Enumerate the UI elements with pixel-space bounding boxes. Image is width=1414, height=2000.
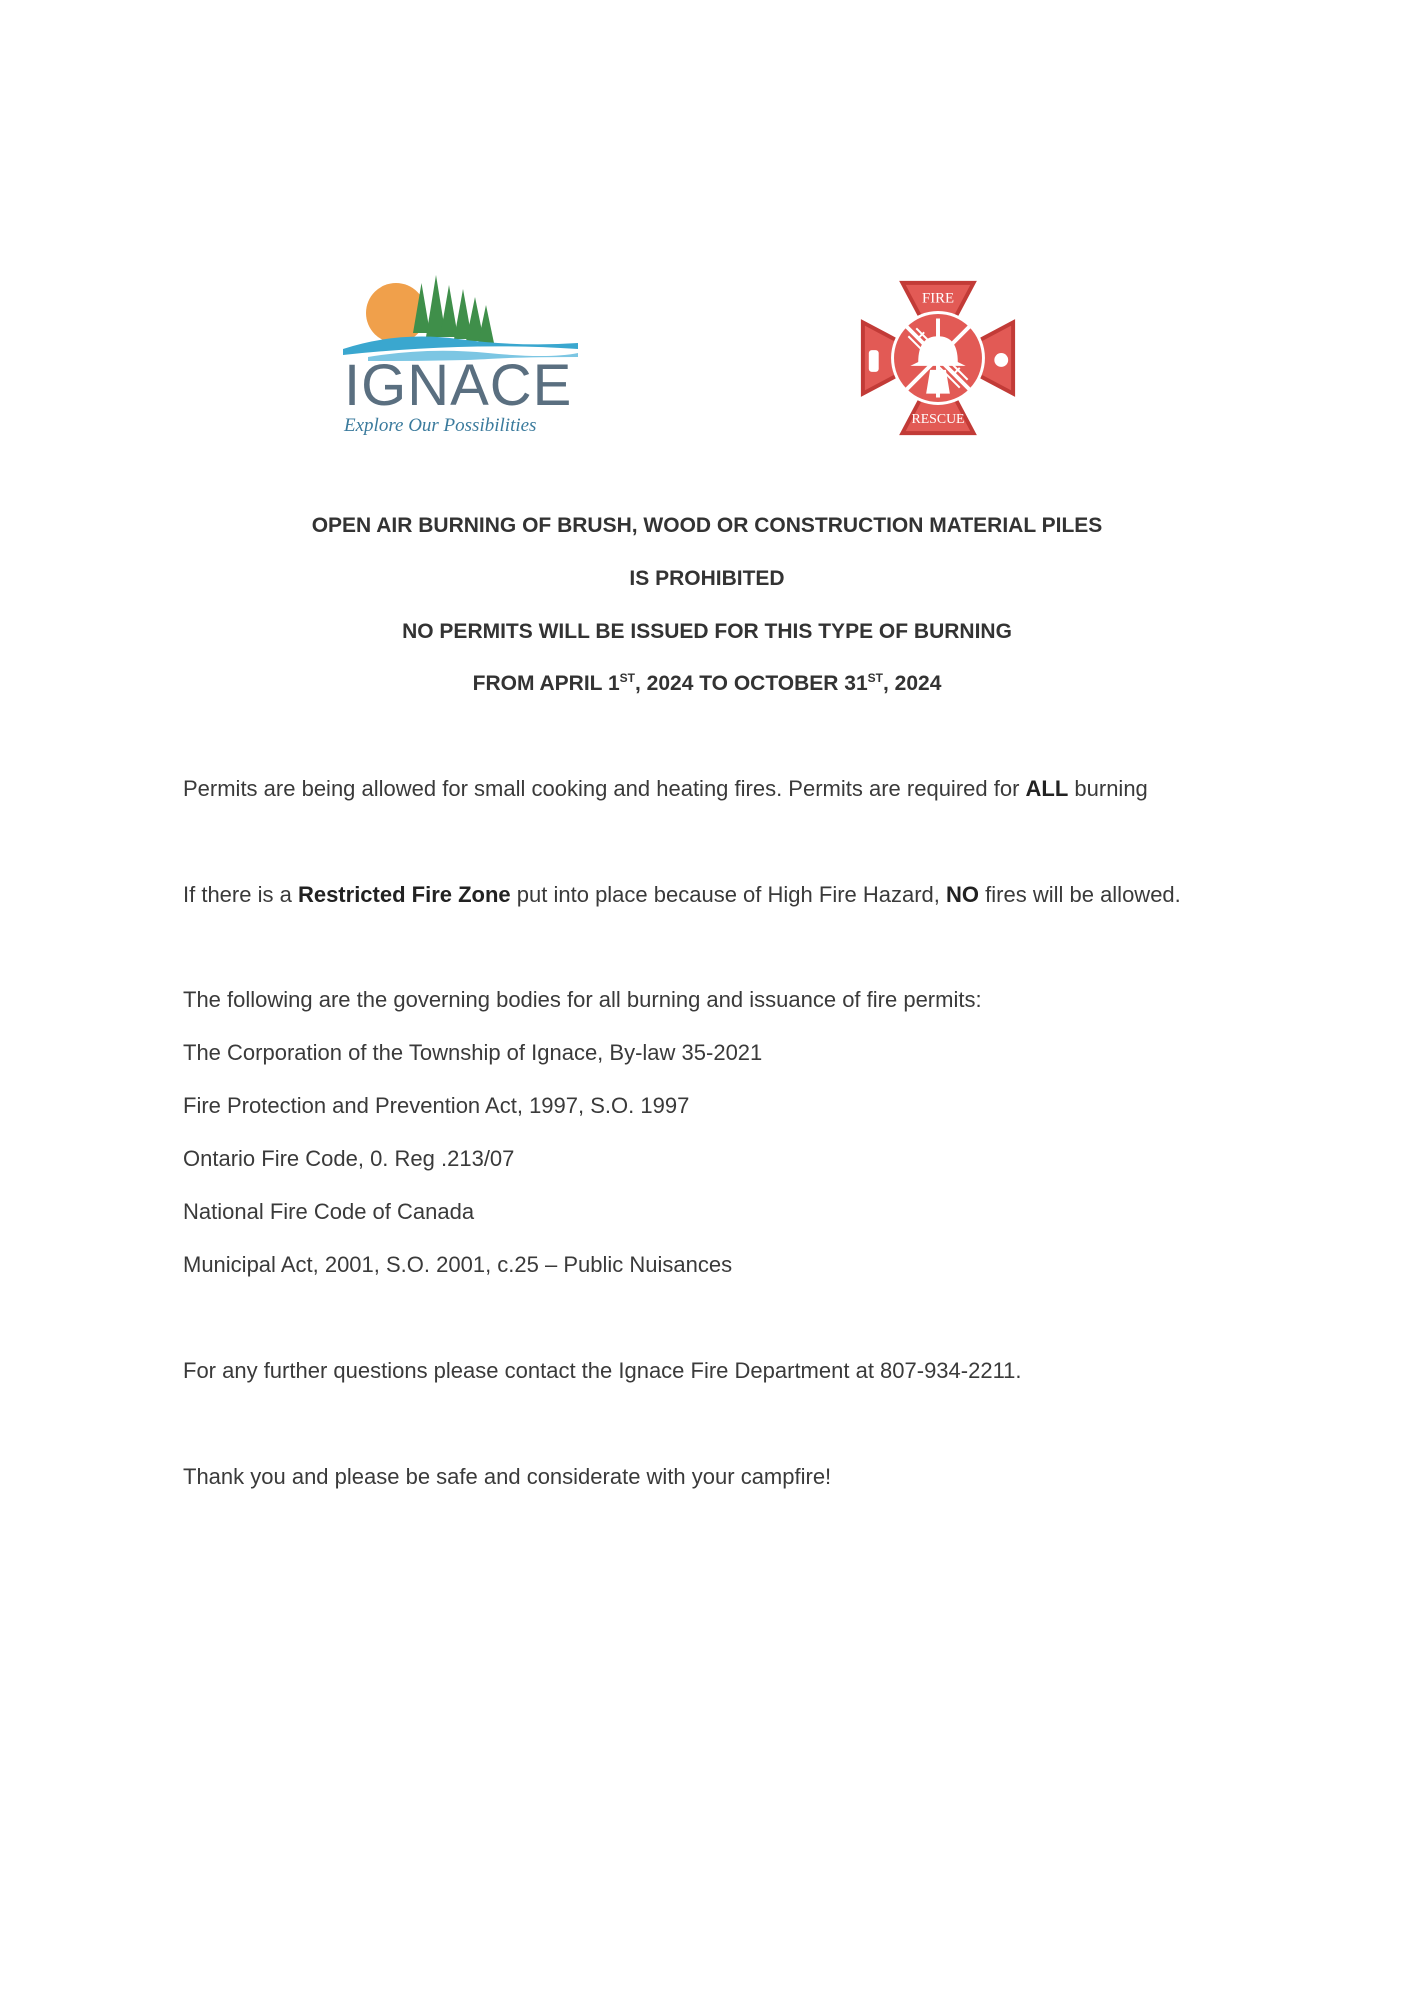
badge-dot-icon bbox=[994, 353, 1008, 367]
governing-body-item: National Fire Code of Canada bbox=[183, 1199, 475, 1224]
notice-heading-line-2: IS PROHIBITED bbox=[629, 567, 785, 590]
notice-heading-line-1: OPEN AIR BURNING OF BRUSH, WOOD OR CONSTRUCTION MATERIAL PILES bbox=[311, 514, 1103, 537]
contact-paragraph: For any further questions please contact the Ignace Fire Department at 807-934-2211. bbox=[183, 1358, 1022, 1383]
governing-body-item: The Corporation of the Township of Ignace, By-law 35-2021 bbox=[183, 1040, 763, 1065]
ordinal-suffix: ST bbox=[619, 671, 635, 685]
permits-text: Permits are being allowed for small cooking and heating fires. Permits are required for bbox=[183, 776, 1026, 801]
restricted-fire-zone-emphasis: Restricted Fire Zone bbox=[297, 882, 511, 907]
emblem-top-text: FIRE bbox=[921, 290, 955, 307]
ignace-tagline: Explore Our Possibilities bbox=[344, 415, 537, 436]
governing-bodies-intro: The following are the governing bodies for all burning and issuance of fire permits: bbox=[183, 987, 982, 1012]
hydrant-icon bbox=[926, 370, 950, 394]
no-fires-emphasis: NO bbox=[946, 882, 980, 907]
governing-body-item: Fire Protection and Prevention Act, 1997, S.O. 1997 bbox=[183, 1093, 690, 1118]
permits-text-end: burning bbox=[1068, 776, 1148, 801]
emblem-bottom-text: RESCUE bbox=[911, 411, 965, 427]
restricted-text: If there is a bbox=[183, 882, 298, 907]
date-range-middle: , 2024 TO OCTOBER 31 bbox=[634, 672, 868, 695]
closing-paragraph: Thank you and please be safe and considerate with your campfire! bbox=[183, 1464, 832, 1489]
permits-emphasis: ALL bbox=[1025, 776, 1069, 801]
fire-rescue-emblem bbox=[853, 272, 1023, 444]
pine-trees bbox=[413, 275, 494, 343]
date-range-suffix: , 2024 bbox=[882, 672, 942, 695]
ordinal-suffix: ST bbox=[867, 671, 883, 685]
ignace-logo bbox=[338, 265, 588, 440]
restricted-zone-paragraph bbox=[183, 882, 1181, 908]
permits-paragraph bbox=[183, 776, 1148, 802]
notice-heading-date-range bbox=[0, 672, 1414, 696]
notice-heading-line-3: NO PERMITS WILL BE ISSUED FOR THIS TYPE OF BURNING bbox=[402, 620, 1012, 643]
restricted-text-end: fires will be allowed. bbox=[979, 882, 1181, 907]
ignace-wordmark: IGNACE bbox=[344, 353, 573, 418]
governing-body-item: Municipal Act, 2001, S.O. 2001, c.25 – Public Nuisances bbox=[183, 1252, 733, 1277]
restricted-text: put into place because of High Fire Hazard, bbox=[510, 882, 947, 907]
governing-body-item: Ontario Fire Code, 0. Reg .213/07 bbox=[183, 1146, 515, 1171]
extinguisher-icon bbox=[869, 350, 879, 372]
date-range-prefix: FROM APRIL 1 bbox=[472, 672, 620, 695]
